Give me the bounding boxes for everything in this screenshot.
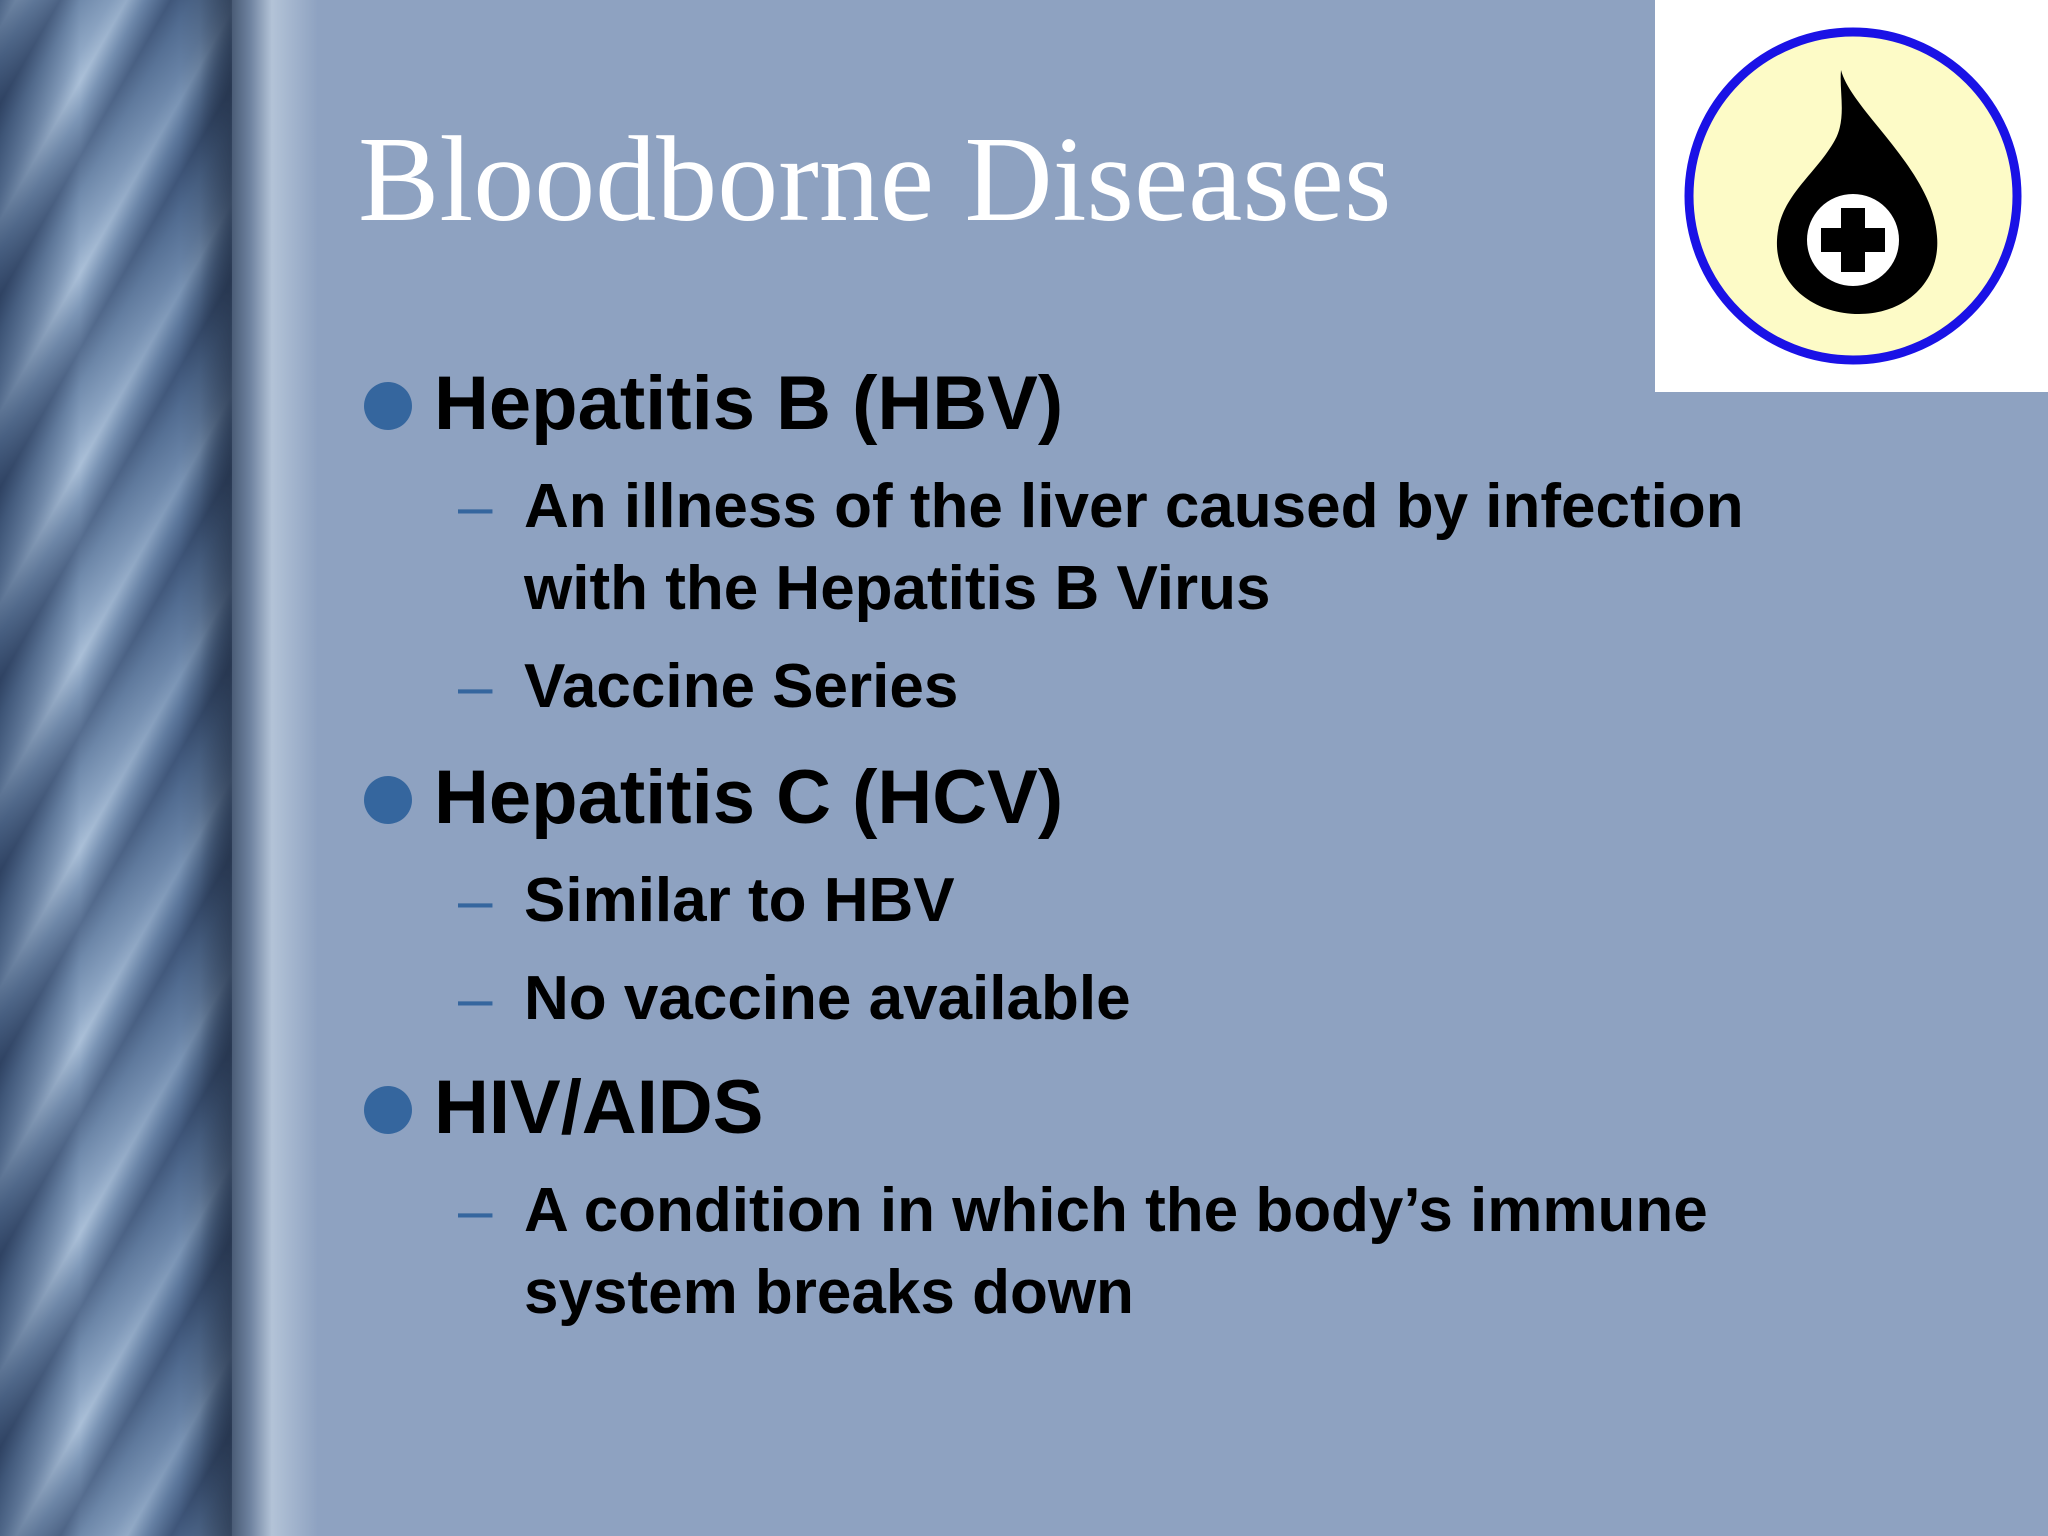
- dash-icon: –: [458, 652, 493, 721]
- list-item-label: Hepatitis B (HBV): [434, 361, 1064, 446]
- slide-title: Bloodborne Diseases: [358, 112, 1392, 247]
- dash-icon: –: [458, 472, 493, 541]
- bullet-icon: [364, 1086, 412, 1134]
- dash-icon: –: [458, 1176, 493, 1245]
- dash-icon: –: [458, 866, 493, 935]
- blood-drop-plus-icon: [1655, 0, 2048, 392]
- list-item-label: Hepatitis C (HCV): [434, 755, 1064, 840]
- bullet-icon: [364, 382, 412, 430]
- sub-list-item-label: No vaccine available: [524, 964, 1131, 1033]
- dash-icon: –: [458, 964, 493, 1033]
- sub-list-item-label: Similar to HBV: [524, 866, 955, 935]
- sub-list-item-label: An illness of the liver caused by infection with the Hepatitis B Virus: [524, 472, 1744, 623]
- list-item-label: HIV/AIDS: [434, 1065, 764, 1150]
- bullet-icon: [364, 776, 412, 824]
- logo-panel: [1655, 0, 2048, 392]
- pillar-shadow: [232, 0, 318, 1536]
- sub-list-item-label: A condition in which the body’s immune system breaks down: [524, 1176, 1708, 1327]
- sub-list-item-label: Vaccine Series: [524, 652, 959, 721]
